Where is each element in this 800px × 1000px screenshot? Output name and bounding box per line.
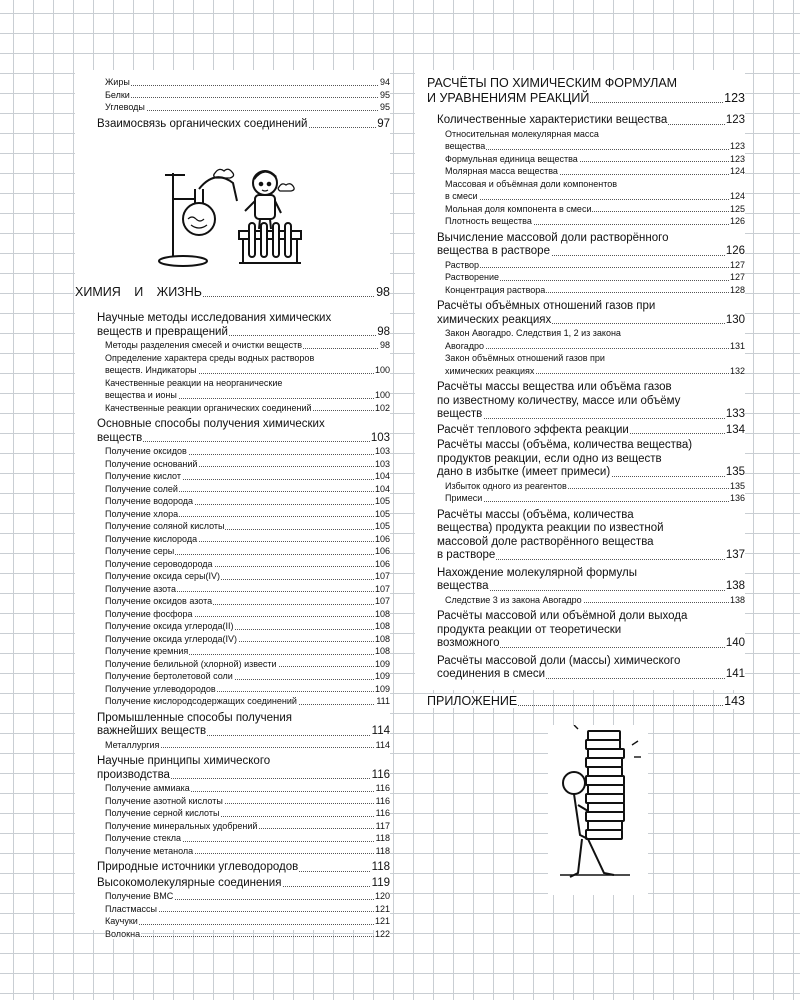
toc-section[interactable]: Количественные характеристики вещества 123 <box>437 114 745 126</box>
toc-section[interactable]: Расчёты массы (объёма, количества вещества) продуктов реакции, если одно из веществ дано в избытке (имеет примеси) 135 <box>437 439 745 478</box>
toc-section[interactable]: Природные источники углеводородов 118 <box>97 861 390 873</box>
toc-section[interactable]: Взаимосвязь органических соединений 97 <box>97 117 390 130</box>
toc-entry[interactable]: Металлургия 114 <box>105 739 390 750</box>
toc-entry[interactable]: Получение соляной кислоты 105 <box>105 521 390 531</box>
chapter-heading[interactable]: ХИМИЯ И ЖИЗНЬ 98 <box>75 285 390 299</box>
toc-entry[interactable]: Получение кремния 108 <box>105 646 390 656</box>
toc-entry[interactable]: Получение бертолетовой соли 109 <box>105 671 390 681</box>
right-toc-column <box>415 70 745 708</box>
toc-entry[interactable]: Получение оксидов 103 <box>105 446 390 456</box>
scientist-illustration <box>155 161 390 271</box>
section-items <box>415 327 745 377</box>
toc-entry[interactable]: Белки 95 <box>105 89 390 100</box>
toc-entry[interactable]: Пластмассы 121 <box>105 903 390 914</box>
toc-entry[interactable]: Следствие 3 из закона Авогадро 138 <box>445 594 745 605</box>
toc-entry[interactable]: Получение азотной кислоты 116 <box>105 795 390 806</box>
section-items <box>415 594 745 607</box>
section-items <box>415 259 745 297</box>
toc-entry[interactable]: Получение углеводородов 109 <box>105 683 390 694</box>
toc-section[interactable]: Вычисление массовой доли растворённого вещества в растворе 126 <box>437 231 745 257</box>
toc-entry[interactable]: Получение оксида углерода(II) 108 <box>105 621 390 631</box>
toc-entry[interactable]: Получение оксида серы(IV) 107 <box>105 571 390 581</box>
toc-entry[interactable]: Получение ВМС 120 <box>105 891 390 901</box>
toc-entry[interactable]: Закон объёмных отношений газов при химических реакциях 132 <box>445 353 745 376</box>
toc-entry[interactable]: Получение хлора 105 <box>105 508 390 519</box>
toc-entry[interactable]: Формульная единица вещества 123 <box>445 153 745 164</box>
toc-entry[interactable]: Концентрация раствора 128 <box>445 284 745 295</box>
toc-entry[interactable]: Молярная масса вещества 124 <box>445 166 745 176</box>
toc-section[interactable]: Научные принципы химического производства 116 <box>97 755 390 781</box>
section-items <box>415 480 745 505</box>
toc-entry[interactable]: Каучуки 121 <box>105 916 390 926</box>
toc-section[interactable]: Основные способы получения химических веществ 103 <box>97 418 390 444</box>
toc-section[interactable]: Расчёт теплового эффекта реакции 134 <box>437 423 745 436</box>
toc-entry[interactable]: Получение солей 104 <box>105 483 390 494</box>
toc-section[interactable]: Промышленные способы получения важнейших веществ 114 <box>97 711 390 737</box>
toc-entry[interactable]: Закон Авогадро. Следствия 1, 2 из закона Авогадро 131 <box>445 328 745 351</box>
toc-section[interactable]: Нахождение молекулярной формулы вещества 138 <box>437 566 745 592</box>
toc-section[interactable]: Расчёты массы вещества или объёма газов по известному количеству, массе или объёму веществ 133 <box>437 381 745 420</box>
toc-entry[interactable]: Относительная молекулярная масса вещества 123 <box>445 128 745 151</box>
toc-entry[interactable]: Получение оснований 103 <box>105 458 390 469</box>
toc-entry[interactable]: Получение кислорода 106 <box>105 533 390 544</box>
toc-entry[interactable]: Избыток одного из реагентов 135 <box>445 480 745 491</box>
toc-entry[interactable]: Получение оксидов азота 107 <box>105 596 390 606</box>
top-items <box>75 76 390 114</box>
section-items <box>75 890 390 940</box>
toc-entry[interactable]: Получение минеральных удобрений 117 <box>105 820 390 831</box>
toc-entry[interactable]: Получение стекла 118 <box>105 833 390 843</box>
toc-section[interactable]: Расчёты массовой доли (массы) химического соединения в смеси 141 <box>437 654 745 680</box>
toc-entry[interactable]: Примеси 136 <box>445 493 745 503</box>
book-carrier-illustration <box>548 725 648 895</box>
toc-section[interactable]: Расчёты массы (объёма, количества вещества) продукта реакции по известной массовой доле растворённого вещества в растворе 137 <box>437 508 745 561</box>
toc-entry[interactable]: Получение аммиака 116 <box>105 783 390 793</box>
toc-entry[interactable]: Получение серы 106 <box>105 546 390 556</box>
section-items <box>75 339 390 414</box>
toc-entry[interactable]: Методы разделения смесей и очистки веществ 98 <box>105 340 390 350</box>
toc-entry[interactable]: Получение фосфора 108 <box>105 608 390 619</box>
chapter-heading[interactable]: РАСЧЁТЫ ПО ХИМИЧЕСКИМ ФОРМУЛАМ И УРАВНЕНИЯМ РЕАКЦИЙ 123 <box>427 76 745 105</box>
toc-entry[interactable]: Жиры 94 <box>105 77 390 87</box>
toc-entry[interactable]: Волокна 122 <box>105 928 390 939</box>
appendix-heading[interactable]: ПРИЛОЖЕНИЕ 143 <box>427 693 745 708</box>
toc-entry[interactable]: Получение кислот 104 <box>105 471 390 481</box>
toc-section[interactable]: Научные методы исследования химических веществ и превращений 98 <box>97 312 390 338</box>
section-items <box>75 782 390 857</box>
toc-section[interactable]: Расчёты массовой или объёмной доли выхода продукта реакции от теоретически возможного 140 <box>437 610 745 649</box>
section-items <box>75 739 390 752</box>
toc-entry[interactable]: Получение серной кислоты 116 <box>105 808 390 818</box>
toc-entry[interactable]: Качественные реакции органических соединений 102 <box>105 402 390 413</box>
toc-section[interactable]: Высокомолекулярные соединения 119 <box>97 876 390 889</box>
toc-entry[interactable]: Получение сероводорода 106 <box>105 558 390 569</box>
section-items <box>415 128 745 228</box>
toc-section[interactable]: Расчёты объёмных отношений газов при химических реакциях 130 <box>437 300 745 326</box>
toc-entry[interactable]: Углеводы 95 <box>105 102 390 112</box>
toc-entry[interactable]: Получение азота 107 <box>105 583 390 594</box>
toc-entry[interactable]: Качественные реакции на неорганические вещества и ионы 100 <box>105 377 390 400</box>
toc-entry[interactable]: Массовая и объёмная доли компонентов в смеси 124 <box>445 178 745 201</box>
toc-entry[interactable]: Плотность вещества 126 <box>445 216 745 226</box>
section-items <box>75 445 390 708</box>
toc-entry[interactable]: Растворение 127 <box>445 272 745 282</box>
toc-entry[interactable]: Мольная доля компонента в смеси 125 <box>445 203 745 214</box>
toc-entry[interactable]: Получение метанола 118 <box>105 845 390 856</box>
toc-entry[interactable]: Раствор 127 <box>445 259 745 270</box>
toc-entry[interactable]: Получение кислородсодержащих соединений 111 <box>105 696 390 706</box>
toc-entry[interactable]: Получение белильной (хлорной) извести 109 <box>105 658 390 669</box>
toc-entry[interactable]: Получение водорода 105 <box>105 496 390 506</box>
left-toc-column <box>75 70 390 939</box>
toc-entry[interactable]: Определение характера среды водных растворов веществ. Индикаторы 100 <box>105 352 390 375</box>
toc-entry[interactable]: Получение оксида углерода(IV) 108 <box>105 633 390 644</box>
